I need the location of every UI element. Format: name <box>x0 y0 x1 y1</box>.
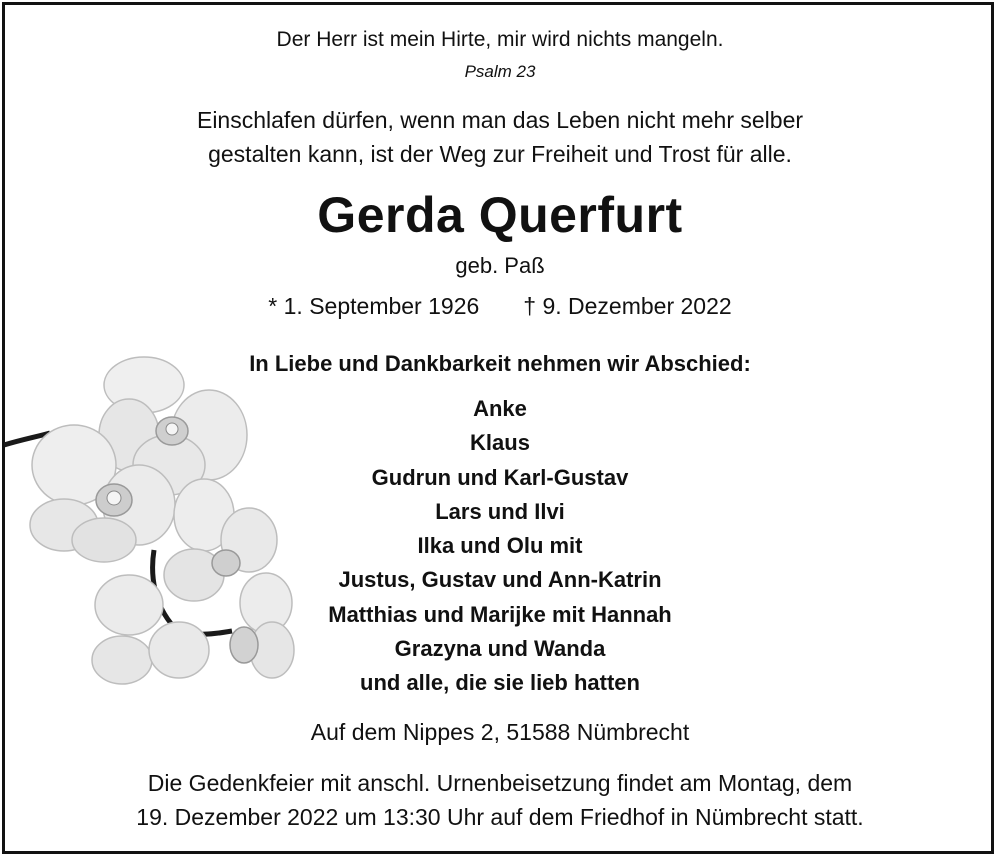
mourner-entry: Gudrun und Karl-Gustav <box>371 464 629 490</box>
mourner-entry: Matthias und Marijke mit Hannah <box>328 601 672 627</box>
family-address: Auf dem Nippes 2, 51588 Nümbrecht <box>310 719 690 745</box>
verse-line-1: Einschlafen dürfen, wenn man das Leben nicht mehr selber <box>196 107 804 133</box>
deceased-name: Gerda Querfurt <box>317 187 683 243</box>
verse-line-2: gestalten kann, ist der Weg zur Freiheit und Trost für alle. <box>208 141 792 167</box>
mourner-entry: Anke <box>473 396 527 421</box>
mourner-entry: und alle, die sie lieb hatten <box>360 670 640 696</box>
service-line-1: Die Gedenkfeier mit anschl. Urnenbeisetzung findet am Montag, dem <box>147 770 853 796</box>
farewell-heading: In Liebe und Dankbarkeit nehmen wir Abschied: <box>249 351 751 376</box>
psalm-reference: Psalm 23 <box>464 62 536 81</box>
maiden-name: geb. Paß <box>455 253 545 278</box>
psalm-quote: Der Herr ist mein Hirte, mir wird nichts mangeln. <box>276 28 724 51</box>
mourners-list <box>0 392 1000 701</box>
death-date: † 9. Dezember 2022 <box>523 293 732 319</box>
service-notice <box>0 766 1000 834</box>
mourner-entry: Lars und Ilvi <box>435 498 565 524</box>
verse-text <box>0 103 1000 171</box>
mourner-entry: Justus, Gustav und Ann-Katrin <box>338 567 662 593</box>
birth-date: * 1. September 1926 <box>268 293 480 319</box>
service-line-2: 19. Dezember 2022 um 13:30 Uhr auf dem Friedhof in Nümbrecht statt. <box>136 804 864 830</box>
mourner-entry: Klaus <box>470 430 530 456</box>
mourner-entry: Grazyna und Wanda <box>394 636 606 662</box>
life-dates <box>0 293 1000 320</box>
mourner-entry: Ilka und Olu mit <box>417 533 583 559</box>
